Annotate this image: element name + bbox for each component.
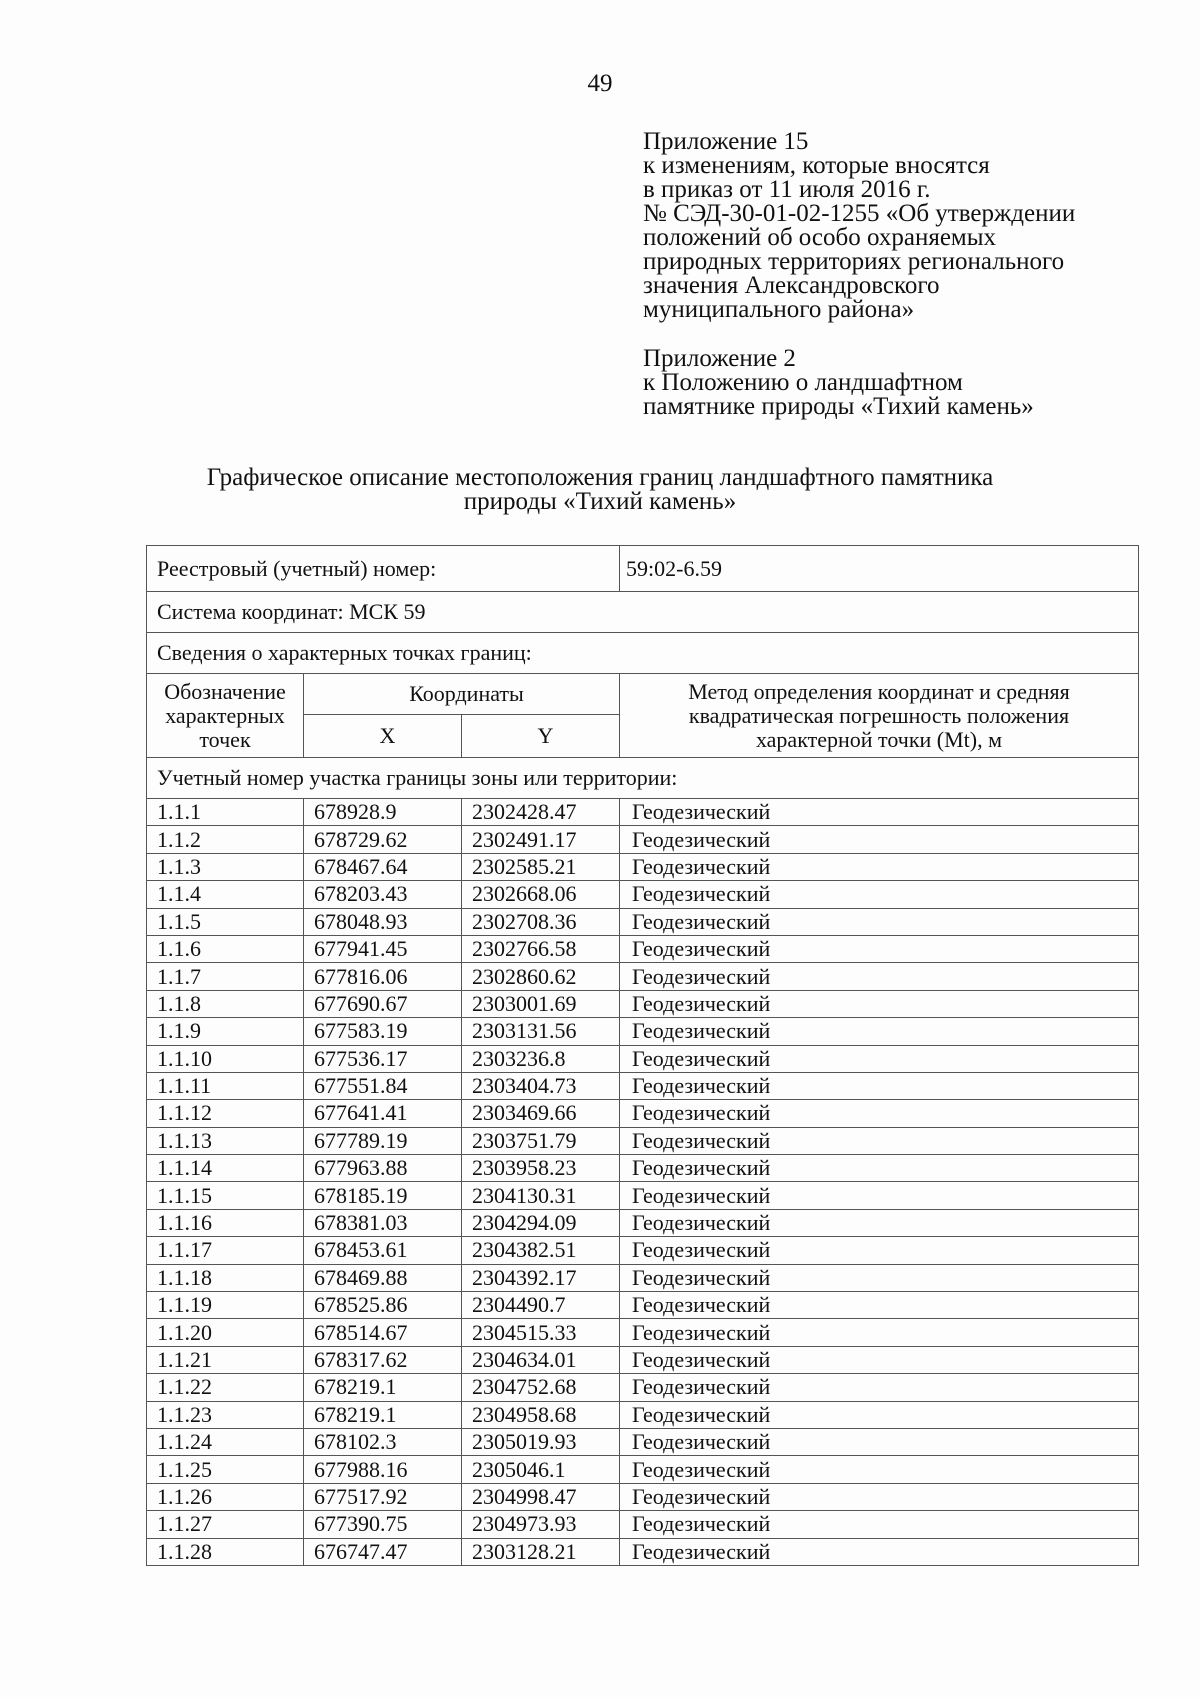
point-id-cell: 1.1.7 [147,963,304,990]
y-cell: 2303236.8 [462,1045,620,1072]
method-cell: Геодезический [620,1182,1139,1209]
point-id-cell: 1.1.15 [147,1182,304,1209]
method-cell: Геодезический [620,963,1139,990]
table-row [147,1292,1139,1319]
document-title [150,466,1050,514]
method-cell: Геодезический [620,1264,1139,1291]
method-cell: Геодезический [620,1045,1139,1072]
point-id-cell: 1.1.27 [147,1511,304,1538]
appendix-15-line: природных территориях регионального [643,248,1065,275]
y-cell: 2304515.33 [462,1319,620,1346]
document-title-line-2: природы «Тихий камень» [463,488,737,515]
page-number: 49 [587,70,613,97]
table-row [147,1100,1139,1127]
x-cell: 677536.17 [304,1045,462,1072]
point-id-cell: 1.1.8 [147,990,304,1017]
appendix-2-block [643,347,1034,419]
method-cell: Геодезический [620,853,1139,880]
point-id-cell: 1.1.9 [147,1018,304,1045]
table-row [147,935,1139,962]
point-id-cell: 1.1.17 [147,1237,304,1264]
coordinates-table [146,545,1139,1566]
x-cell: 678102.3 [304,1428,462,1455]
method-cell: Геодезический [620,1511,1139,1538]
y-cell: 2304752.68 [462,1374,620,1401]
table-row [147,1182,1139,1209]
appendix-15-line: положений об особо охраняемых [643,224,997,251]
table-row [147,1127,1139,1154]
header-coordinates: Координаты [304,674,620,715]
y-cell: 2302766.58 [462,935,620,962]
method-cell: Геодезический [620,1237,1139,1264]
y-cell: 2305046.1 [462,1456,620,1483]
y-cell: 2302668.06 [462,881,620,908]
table-row [147,1018,1139,1045]
x-cell: 677988.16 [304,1456,462,1483]
point-id-cell: 1.1.14 [147,1155,304,1182]
method-cell: Геодезический [620,1538,1139,1565]
point-id-cell: 1.1.2 [147,826,304,853]
point-id-cell: 1.1.6 [147,935,304,962]
table-row [147,1346,1139,1373]
x-cell: 678514.67 [304,1319,462,1346]
method-cell: Геодезический [620,1018,1139,1045]
y-cell: 2304634.01 [462,1346,620,1373]
table-row [147,1319,1139,1346]
point-id-cell: 1.1.4 [147,881,304,908]
method-cell: Геодезический [620,1155,1139,1182]
appendix-2-line: к Положению о ландшафтном [643,369,963,396]
point-id-cell: 1.1.24 [147,1428,304,1455]
table-row [147,963,1139,990]
method-cell: Геодезический [620,1374,1139,1401]
point-id-cell: 1.1.13 [147,1127,304,1154]
x-cell: 678729.62 [304,826,462,853]
x-cell: 678467.64 [304,853,462,880]
x-cell: 678453.61 [304,1237,462,1264]
appendix-15-block [643,130,1075,322]
header-x: X [304,715,462,758]
points-info-label: Сведения о характерных точках границ: [147,633,1139,674]
x-cell: 678219.1 [304,1401,462,1428]
x-cell: 677551.84 [304,1072,462,1099]
y-cell: 2302585.21 [462,853,620,880]
table-row [147,1538,1139,1565]
header-method: Метод определения координат и средняя квадратическая погрешность положения характерной точки (Mt), м [620,674,1139,758]
appendix-2-line: памятнике природы «Тихий камень» [643,393,1034,420]
x-cell: 678317.62 [304,1346,462,1373]
table-row [147,1045,1139,1072]
x-cell: 677641.41 [304,1100,462,1127]
appendix-15-line: к изменениям, которые вносятся [643,152,990,179]
point-id-cell: 1.1.5 [147,908,304,935]
y-cell: 2303958.23 [462,1155,620,1182]
table-row [147,1456,1139,1483]
y-cell: 2304392.17 [462,1264,620,1291]
y-cell: 2302491.17 [462,826,620,853]
table-row [147,1072,1139,1099]
y-cell: 2303128.21 [462,1538,620,1565]
x-cell: 677789.19 [304,1127,462,1154]
method-cell: Геодезический [620,990,1139,1017]
table-row [147,1401,1139,1428]
y-cell: 2303001.69 [462,990,620,1017]
x-cell: 678203.43 [304,881,462,908]
x-cell: 677963.88 [304,1155,462,1182]
y-cell: 2302860.62 [462,963,620,990]
x-cell: 678469.88 [304,1264,462,1291]
point-id-cell: 1.1.3 [147,853,304,880]
x-cell: 676747.47 [304,1538,462,1565]
y-cell: 2302708.36 [462,908,620,935]
x-cell: 677941.45 [304,935,462,962]
y-cell: 2304130.31 [462,1182,620,1209]
point-id-cell: 1.1.12 [147,1100,304,1127]
table-row [147,1374,1139,1401]
point-id-cell: 1.1.1 [147,799,304,826]
point-id-cell: 1.1.16 [147,1209,304,1236]
table-row [147,1483,1139,1510]
table-row [147,990,1139,1017]
method-cell: Геодезический [620,1456,1139,1483]
point-id-cell: 1.1.28 [147,1538,304,1565]
method-cell: Геодезический [620,908,1139,935]
table-row [147,1155,1139,1182]
point-id-cell: 1.1.10 [147,1045,304,1072]
x-cell: 677690.67 [304,990,462,1017]
x-cell: 678185.19 [304,1182,462,1209]
method-cell: Геодезический [620,1428,1139,1455]
table-row [147,853,1139,880]
table-row [147,799,1139,826]
table-row [147,1237,1139,1264]
method-cell: Геодезический [620,881,1139,908]
header-point-designation: Обозначение характерных точек [147,674,304,758]
x-cell: 677583.19 [304,1018,462,1045]
appendix-15-line: значения Александровского [643,272,940,299]
point-id-cell: 1.1.20 [147,1319,304,1346]
coordinate-system: Система координат: МСК 59 [147,592,1139,633]
method-cell: Геодезический [620,1209,1139,1236]
y-cell: 2304998.47 [462,1483,620,1510]
method-cell: Геодезический [620,799,1139,826]
point-id-cell: 1.1.26 [147,1483,304,1510]
x-cell: 678219.1 [304,1374,462,1401]
x-cell: 678381.03 [304,1209,462,1236]
table-row [147,881,1139,908]
x-cell: 678928.9 [304,799,462,826]
method-cell: Геодезический [620,1072,1139,1099]
table-row [147,1428,1139,1455]
method-cell: Геодезический [620,1127,1139,1154]
method-cell: Геодезический [620,1319,1139,1346]
y-cell: 2304973.93 [462,1511,620,1538]
appendix-15-line: № СЭД-30-01-02-1255 «Об утверждении [643,200,1076,227]
x-cell: 678048.93 [304,908,462,935]
x-cell: 677816.06 [304,963,462,990]
table-row [147,1264,1139,1291]
y-cell: 2304490.7 [462,1292,620,1319]
appendix-15-line: Приложение 15 [643,128,809,155]
coordinates-rows [147,799,1139,1566]
x-cell: 677390.75 [304,1511,462,1538]
method-cell: Геодезический [620,1100,1139,1127]
y-cell: 2303469.66 [462,1100,620,1127]
table-row [147,908,1139,935]
point-id-cell: 1.1.19 [147,1292,304,1319]
point-id-cell: 1.1.11 [147,1072,304,1099]
point-id-cell: 1.1.22 [147,1374,304,1401]
y-cell: 2303404.73 [462,1072,620,1099]
zone-number-label: Учетный номер участка границы зоны или территории: [147,758,1139,799]
x-cell: 677517.92 [304,1483,462,1510]
point-id-cell: 1.1.25 [147,1456,304,1483]
point-id-cell: 1.1.18 [147,1264,304,1291]
method-cell: Геодезический [620,1292,1139,1319]
point-id-cell: 1.1.21 [147,1346,304,1373]
y-cell: 2303131.56 [462,1018,620,1045]
document-title-line-1: Графическое описание местоположения границ ландшафтного памятника [206,464,994,491]
appendix-15-line: муниципального района» [643,296,915,323]
y-cell: 2302428.47 [462,799,620,826]
table-row [147,826,1139,853]
appendix-15-line: в приказ от 11 июля 2016 г. [643,176,931,203]
method-cell: Геодезический [620,826,1139,853]
header-y: Y [462,715,620,758]
y-cell: 2304382.51 [462,1237,620,1264]
y-cell: 2305019.93 [462,1428,620,1455]
method-cell: Геодезический [620,935,1139,962]
registry-number-value: 59:02-6.59 [620,546,1139,592]
y-cell: 2304958.68 [462,1401,620,1428]
table-row [147,1209,1139,1236]
appendix-2-line: Приложение 2 [643,345,796,372]
y-cell: 2303751.79 [462,1127,620,1154]
point-id-cell: 1.1.23 [147,1401,304,1428]
method-cell: Геодезический [620,1483,1139,1510]
method-cell: Геодезический [620,1346,1139,1373]
table-row [147,1511,1139,1538]
x-cell: 678525.86 [304,1292,462,1319]
y-cell: 2304294.09 [462,1209,620,1236]
registry-number-label: Реестровый (учетный) номер: [147,546,620,592]
method-cell: Геодезический [620,1401,1139,1428]
